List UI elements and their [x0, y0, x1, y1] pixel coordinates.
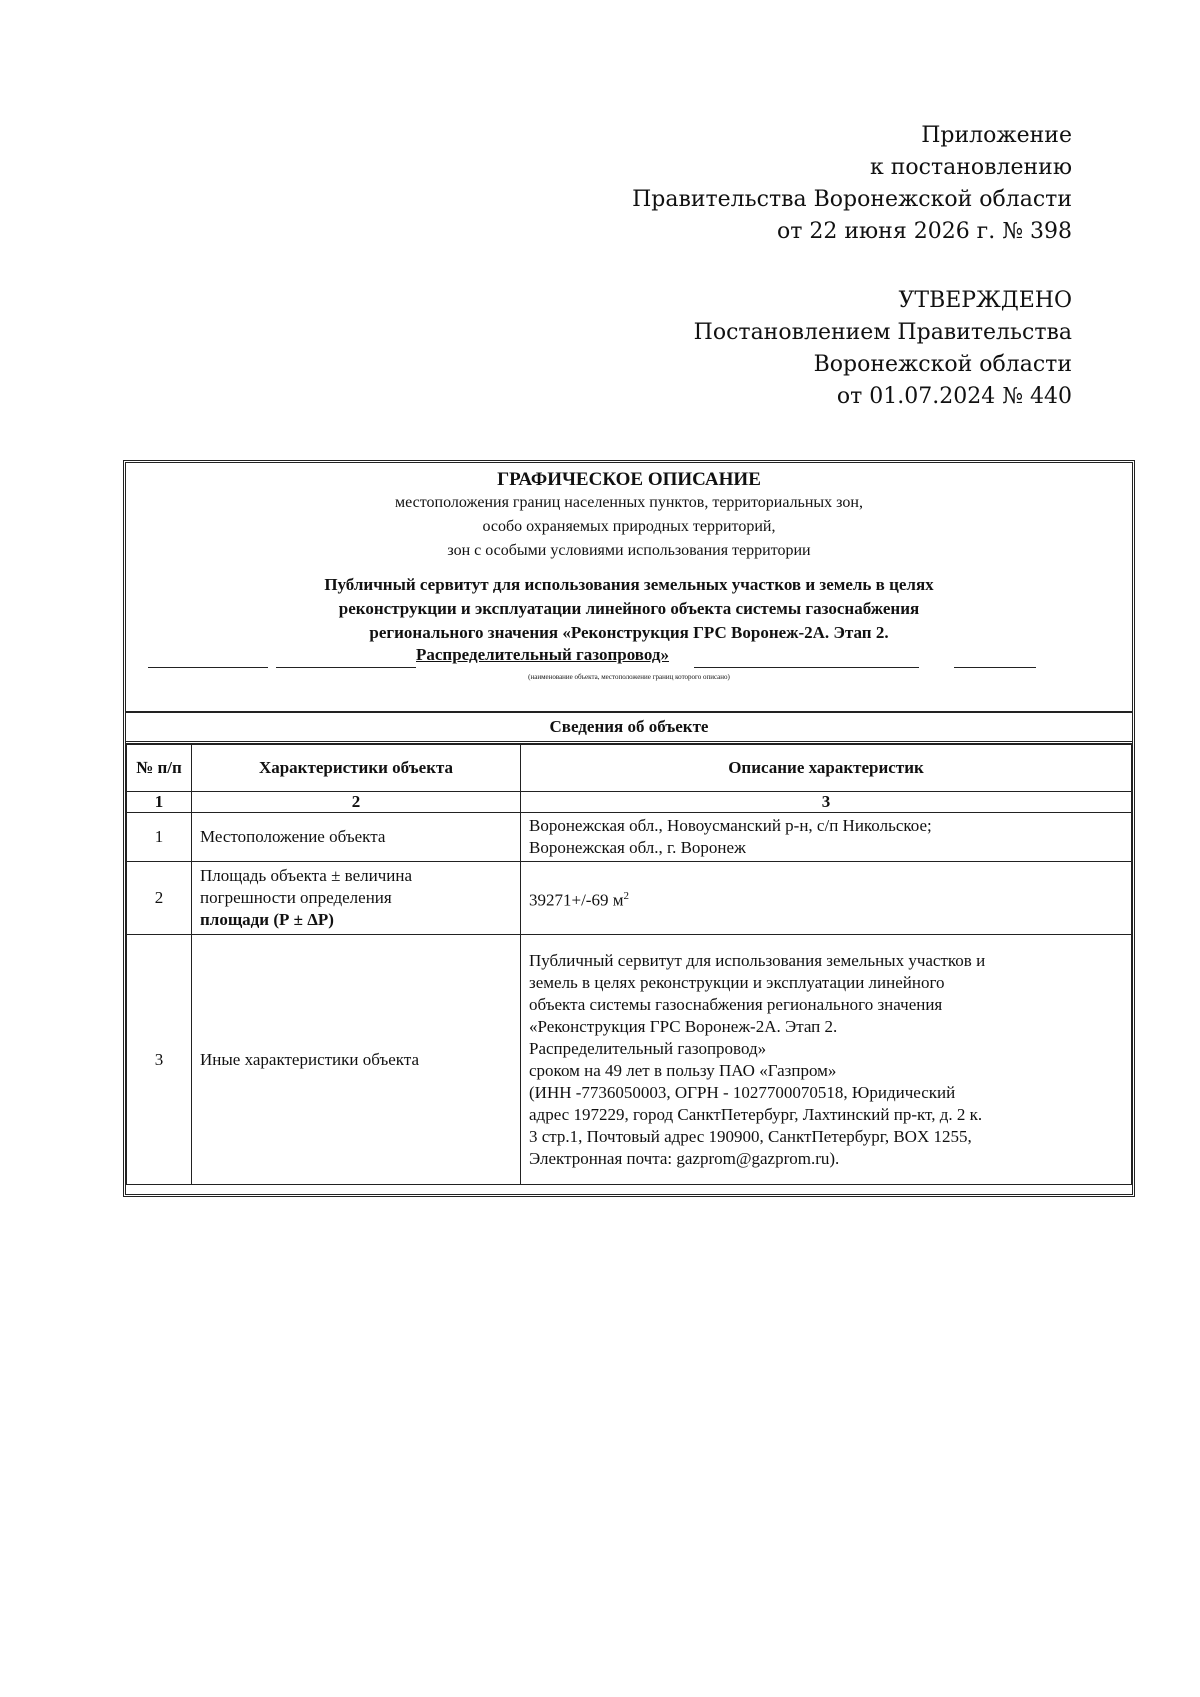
annex-header — [632, 120, 1072, 248]
subtitle-line-1: местоположения границ населенных пунктов, территориальных зон, — [395, 494, 863, 511]
description-line: Электронная почта: gazprom@gazprom.ru). — [529, 1148, 840, 1168]
fill-underline — [954, 667, 1036, 668]
row-characteristic: Местоположение объекта — [192, 813, 521, 862]
annex-line-1: Приложение — [921, 123, 1072, 148]
frame-header — [126, 463, 1132, 713]
description-line: «Реконструкция ГРС Воронеж-2А. Этап 2. — [529, 1016, 838, 1036]
approval-line-1: УТВЕРЖДЕНО — [898, 288, 1072, 313]
annex-line-2: к постановлению — [869, 155, 1072, 180]
table-row — [127, 935, 1132, 1185]
approval-block — [694, 285, 1072, 413]
description-line: адрес 197229, город СанктПетербург, Лахтинский пр-кт, д. 2 к. — [529, 1104, 983, 1124]
fill-underline — [276, 667, 416, 668]
section-title: Сведения об объекте — [126, 713, 1132, 744]
object-name-underline-row — [126, 645, 1132, 673]
fill-underline — [148, 667, 268, 668]
header-description: Описание характеристик — [521, 745, 1132, 792]
row-number: 2 — [127, 862, 192, 935]
object-name-line-3: регионального значения «Реконструкция ГРС Воронеж-2А. Этап 2. — [369, 623, 889, 642]
object-name-line-1: Публичный сервитут для использования земельных участков и земель в целях — [324, 575, 934, 594]
index-cell: 3 — [521, 792, 1132, 813]
characteristic-line: площади (Р ± ΔР) — [200, 910, 334, 929]
table-index-row — [127, 792, 1132, 813]
description-line: Воронежская обл., г. Воронеж — [529, 838, 746, 857]
object-name-block — [126, 573, 1132, 645]
row-number: 1 — [127, 813, 192, 862]
area-unit-exponent: 2 — [623, 889, 629, 902]
row-characteristic — [192, 862, 521, 935]
subtitle-line-3: зон с особыми условиями использования территории — [447, 542, 811, 559]
row-description — [521, 813, 1132, 862]
header-number: № п/п — [127, 745, 192, 792]
table-row — [127, 813, 1132, 862]
row-description — [521, 935, 1132, 1185]
description-line: Воронежская обл., Новоусманский р-н, с/п Никольское; — [529, 816, 932, 835]
table-row — [127, 862, 1132, 935]
index-cell: 2 — [192, 792, 521, 813]
object-name-caption: (наименование объекта, местоположение границ которого описано) — [528, 673, 730, 681]
fill-underline — [694, 667, 919, 668]
description-line: Распределительный газопровод» — [529, 1038, 767, 1058]
characteristic-line: Площадь объекта ± величина — [200, 866, 413, 885]
characteristic-line: погрешности определения — [200, 888, 392, 907]
area-value: 39271+/-69 м — [529, 890, 624, 910]
row-number: 3 — [127, 935, 192, 1185]
object-name-line-2: реконструкции и эксплуатации линейного объекта системы газоснабжения — [338, 599, 920, 618]
row-description — [521, 862, 1132, 935]
description-line: земель в целях реконструкции и эксплуатации линейного — [529, 972, 945, 992]
object-info-table — [126, 744, 1132, 1185]
description-line: 3 стр.1, Почтовый адрес 190900, СанктПетербург, BOX 1255, — [529, 1126, 972, 1146]
header-characteristic: Характеристики объекта — [192, 745, 521, 792]
description-line: объекта системы газоснабжения регионального значения — [529, 994, 943, 1014]
graphic-description-frame — [123, 460, 1135, 1197]
document-title: ГРАФИЧЕСКОЕ ОПИСАНИЕ — [497, 469, 761, 490]
object-name-tail: Распределительный газопровод» — [416, 645, 669, 664]
approval-line-4: от 01.07.2024 № 440 — [836, 384, 1072, 409]
table-header-row — [127, 745, 1132, 792]
row-characteristic: Иные характеристики объекта — [192, 935, 521, 1185]
approval-line-3: Воронежской области — [813, 352, 1072, 377]
index-cell: 1 — [127, 792, 192, 813]
subtitle-line-2: особо охраняемых природных территорий, — [482, 518, 776, 535]
approval-line-2: Постановлением Правительства — [693, 320, 1072, 345]
description-line: (ИНН -7736050003, ОГРН - 1027700070518, Юридический — [529, 1082, 956, 1102]
annex-line-4: от 22 июня 2026 г. № 398 — [776, 219, 1072, 244]
annex-line-3: Правительства Воронежской области — [632, 187, 1072, 212]
description-line: сроком на 49 лет в пользу ПАО «Газпром» — [529, 1060, 837, 1080]
description-line: Публичный сервитут для использования земельных участков и — [529, 950, 986, 970]
